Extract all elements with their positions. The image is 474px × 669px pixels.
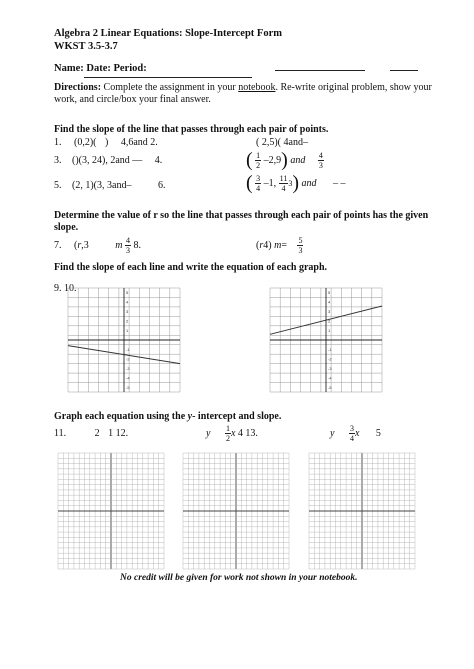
problem-3 <box>54 155 162 166</box>
problem-text: 1)( <box>85 180 98 191</box>
tick-label: 5 <box>126 290 129 296</box>
problem-text: x <box>230 427 236 439</box>
problem-text: 3 <box>83 239 89 251</box>
tick-label: 5 <box>328 290 331 296</box>
problem-6 <box>246 172 346 195</box>
problem-text: — <box>132 155 143 166</box>
fraction: $\frac{11}{4}$ <box>279 174 288 193</box>
tick-label: 3 <box>328 309 331 315</box>
section2-heading-1: Determine the value of r so the line that passes through each pair of points has the given <box>54 210 429 221</box>
problem-text: and <box>133 137 148 148</box>
tick-label: 4 <box>126 299 129 305</box>
tick-label: -1 <box>328 346 332 352</box>
graph-problem-9 <box>68 288 180 392</box>
problem-text: and <box>290 154 306 166</box>
problem-text: r <box>259 239 264 251</box>
problem-text: –1, <box>263 177 277 189</box>
section2-heading-2: slope. <box>54 222 79 233</box>
problem-text: 4) <box>263 239 272 251</box>
problem-9-10-label: 9. 10. <box>54 283 77 294</box>
section3-heading: Find the slope of each line and write the equation of each graph. <box>54 262 328 273</box>
fraction: $\frac{4}{3}$ <box>318 151 323 170</box>
date-underline <box>275 70 365 71</box>
problem-text: m <box>274 239 282 251</box>
problem-text: r <box>77 239 82 251</box>
tick-label: 4 <box>328 299 331 305</box>
problem-text: ()(3, <box>72 155 90 166</box>
problem-text: = <box>281 239 287 251</box>
problem-text: 3 <box>288 178 293 188</box>
problem-text: – <box>302 137 308 148</box>
problem-number: 7. <box>54 239 62 251</box>
problem-text: , <box>81 239 84 251</box>
problem-text: 2 <box>92 155 97 166</box>
problem-text: and <box>112 180 127 191</box>
fraction: $\frac{4}{3}$ <box>125 236 130 255</box>
fraction: $\frac{3}{4}$ <box>349 424 354 443</box>
tick-label: 2 <box>126 318 129 324</box>
problem-1 <box>54 137 158 148</box>
tick-label: -3 <box>126 365 130 371</box>
problem-text: 8. <box>133 239 141 251</box>
problem-text: 4), <box>97 155 108 166</box>
problem-text: 4,6 <box>120 137 134 148</box>
graph-grid-problem-11 <box>58 453 164 569</box>
notebook-link: notebook <box>238 82 276 93</box>
directions-line-2: work, and circle/box your final answer. <box>54 94 211 105</box>
period-underline <box>390 70 418 71</box>
problem-text: 2,5)( <box>261 137 282 148</box>
graph-grid-problem-12 <box>183 453 289 569</box>
section1-heading: Find the slope of the line that passes through each pair of points. <box>54 124 329 135</box>
tick-label: -5 <box>328 384 332 390</box>
tick-label: -3 <box>328 365 332 371</box>
problem-text: (2, <box>72 180 83 191</box>
problem-4 <box>246 149 324 172</box>
problem-text: 2 <box>94 428 100 439</box>
tick-label: -4 <box>328 375 332 381</box>
problem-text: –2,9 <box>263 154 282 166</box>
problem-7 <box>54 236 141 255</box>
fraction: $\frac{1}{2}$ <box>256 151 261 170</box>
tick-label: -1 <box>126 346 130 352</box>
right-paren: ) <box>292 172 300 194</box>
problem-text: ) <box>105 137 109 148</box>
problem-number: 11. <box>54 428 67 439</box>
graph-grid-problem-13 <box>309 453 415 569</box>
fraction: $\frac{1}{2}$ <box>225 424 230 443</box>
directions-text-2: . Re-write original problem, show your <box>275 82 432 93</box>
problem-text: y <box>330 427 335 439</box>
problem-2 <box>256 137 308 148</box>
problem-8 <box>256 236 303 255</box>
tick-label: -4 <box>126 375 130 381</box>
problem-number: 1. <box>54 137 62 148</box>
fraction: $\frac{3}{4}$ <box>256 174 261 193</box>
tick-label: -2 <box>126 356 130 362</box>
problem-text: ( <box>256 137 260 148</box>
problem-text: 5 <box>375 427 381 439</box>
problem-text: 2. <box>150 137 158 148</box>
section4-heading: Graph each equation using the y- intercept and slope. <box>54 411 282 422</box>
problem-text: 3, <box>97 180 105 191</box>
problem-text: (0,2)( <box>74 137 97 148</box>
problem-13 <box>330 424 381 443</box>
problem-text: and <box>301 177 317 189</box>
problem-text: – <box>126 180 132 191</box>
worksheet-title: Algebra 2 Linear Equations: Slope-Intercept Form <box>54 28 282 39</box>
problem-text: 2and <box>110 155 130 166</box>
tick-label: 1 <box>126 328 129 334</box>
problem-text: – <box>340 177 346 189</box>
problem-text: ( <box>74 239 78 251</box>
graph-problem-10 <box>270 288 382 392</box>
directions-label: Directions: <box>54 82 102 93</box>
fraction: $\frac{5}{3}$ <box>298 236 303 255</box>
problem-5 <box>54 180 165 191</box>
problem-text: m <box>115 239 123 251</box>
problem-text: 3 <box>107 180 113 191</box>
directions-line-1 <box>54 82 432 93</box>
problem-text: 4 13. <box>237 427 258 439</box>
tick-label: 3 <box>126 309 129 315</box>
tick-label: -2 <box>328 356 332 362</box>
problem-12 <box>206 424 258 443</box>
problem-text: – <box>333 177 339 189</box>
problem-text: y <box>206 427 211 439</box>
right-paren: ) <box>281 149 288 171</box>
problem-number: 3. <box>54 155 62 166</box>
problem-text: 6. <box>157 180 166 191</box>
problem-number: 5. <box>54 180 62 191</box>
problem-text: 4and <box>283 137 303 148</box>
left-paren: ( <box>246 172 253 194</box>
problem-text: 4. <box>154 155 163 166</box>
problem-text: x <box>354 427 360 439</box>
name-underline <box>84 77 252 78</box>
footer-note: No credit will be given for work not shown in your notebook. <box>120 573 358 583</box>
problem-text: ( <box>256 239 260 251</box>
worksheet-section: WKST 3.5-3.7 <box>54 41 118 52</box>
problem-11 <box>54 428 128 439</box>
tick-label: -5 <box>126 384 130 390</box>
tick-label: 1 <box>328 328 331 334</box>
problem-text: 1 12. <box>108 428 129 439</box>
left-paren: ( <box>246 149 253 171</box>
name-date-period-label: Name: Date: Period: <box>54 63 147 74</box>
directions-text-1: Complete the assignment in your <box>103 82 239 93</box>
tick-label: 2 <box>328 318 331 324</box>
